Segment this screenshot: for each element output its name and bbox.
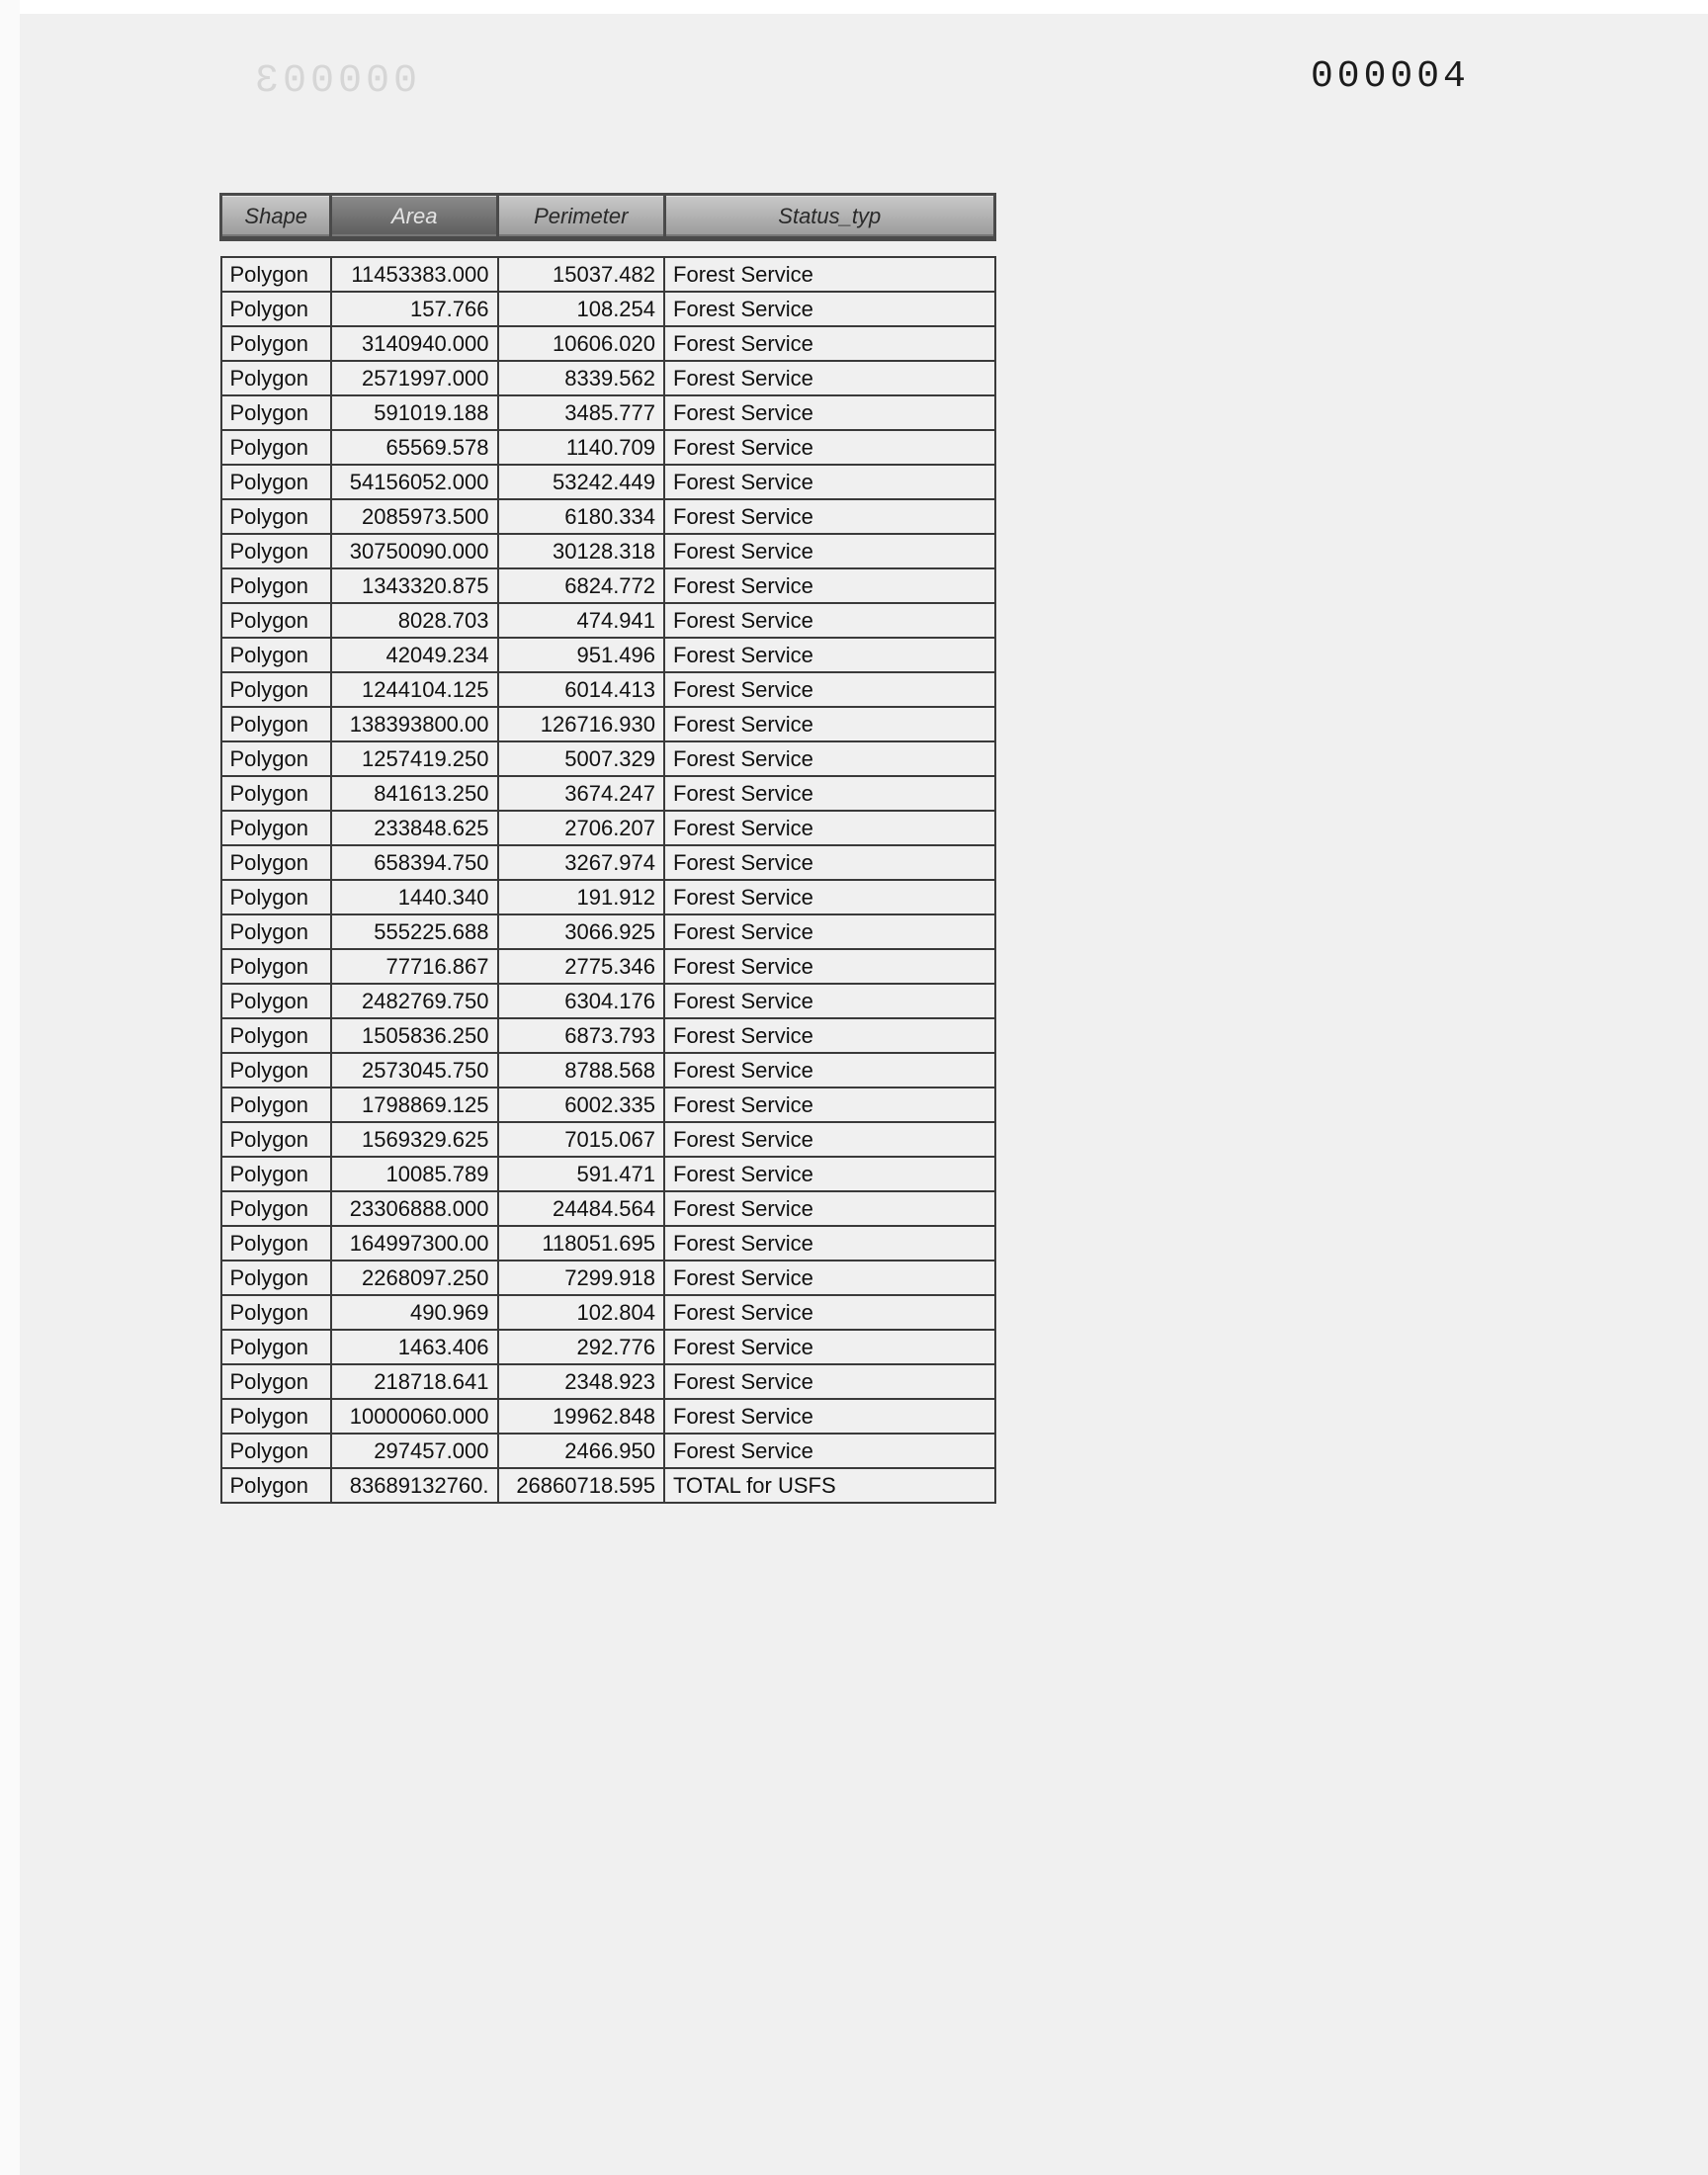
cell-status: TOTAL for USFS bbox=[664, 1468, 994, 1503]
table-row bbox=[221, 361, 995, 395]
table-row bbox=[221, 1399, 995, 1434]
cell-status: Forest Service bbox=[664, 672, 994, 707]
cell-status: Forest Service bbox=[664, 845, 994, 880]
cell-status: Forest Service bbox=[664, 1330, 994, 1364]
cell-area: 1505836.250 bbox=[331, 1018, 498, 1053]
table-row bbox=[221, 1226, 995, 1261]
table-row bbox=[221, 499, 995, 534]
table-row bbox=[221, 430, 995, 465]
cell-shape: Polygon bbox=[221, 1226, 331, 1261]
cell-perimeter: 102.804 bbox=[498, 1295, 665, 1330]
cell-perimeter: 3674.247 bbox=[498, 776, 665, 811]
cell-area: 10000060.000 bbox=[331, 1399, 498, 1434]
table-row bbox=[221, 1261, 995, 1295]
cell-area: 555225.688 bbox=[331, 914, 498, 949]
cell-shape: Polygon bbox=[221, 672, 331, 707]
cell-shape: Polygon bbox=[221, 534, 331, 568]
cell-area: 10085.789 bbox=[331, 1157, 498, 1191]
cell-status: Forest Service bbox=[664, 1122, 994, 1157]
cell-perimeter: 474.941 bbox=[498, 603, 665, 638]
cell-shape: Polygon bbox=[221, 1088, 331, 1122]
table-row bbox=[221, 1364, 995, 1399]
cell-status: Forest Service bbox=[664, 811, 994, 845]
cell-perimeter: 6180.334 bbox=[498, 499, 665, 534]
table-row bbox=[221, 1330, 995, 1364]
cell-area: 658394.750 bbox=[331, 845, 498, 880]
table-row bbox=[221, 1122, 995, 1157]
cell-perimeter: 2348.923 bbox=[498, 1364, 665, 1399]
cell-status: Forest Service bbox=[664, 568, 994, 603]
cell-status: Forest Service bbox=[664, 603, 994, 638]
column-header-area: Area bbox=[331, 195, 498, 239]
cell-status: Forest Service bbox=[664, 1261, 994, 1295]
cell-status: Forest Service bbox=[664, 1434, 994, 1468]
cell-shape: Polygon bbox=[221, 707, 331, 741]
cell-status: Forest Service bbox=[664, 499, 994, 534]
table-row bbox=[221, 880, 995, 914]
table-row bbox=[221, 534, 995, 568]
cell-shape: Polygon bbox=[221, 845, 331, 880]
cell-shape: Polygon bbox=[221, 326, 331, 361]
column-header-shape: Shape bbox=[221, 195, 331, 239]
cell-area: 2085973.500 bbox=[331, 499, 498, 534]
cell-status: Forest Service bbox=[664, 914, 994, 949]
cell-area: 42049.234 bbox=[331, 638, 498, 672]
cell-area: 3140940.000 bbox=[331, 326, 498, 361]
table-row bbox=[221, 292, 995, 326]
cell-perimeter: 951.496 bbox=[498, 638, 665, 672]
table-row bbox=[221, 1053, 995, 1088]
cell-status: Forest Service bbox=[664, 395, 994, 430]
cell-perimeter: 7015.067 bbox=[498, 1122, 665, 1157]
cell-area: 2571997.000 bbox=[331, 361, 498, 395]
cell-shape: Polygon bbox=[221, 499, 331, 534]
cell-status: Forest Service bbox=[664, 1018, 994, 1053]
cell-status: Forest Service bbox=[664, 1191, 994, 1226]
cell-perimeter: 2706.207 bbox=[498, 811, 665, 845]
table-row bbox=[221, 1468, 995, 1503]
cell-perimeter: 7299.918 bbox=[498, 1261, 665, 1295]
cell-shape: Polygon bbox=[221, 1122, 331, 1157]
cell-perimeter: 19962.848 bbox=[498, 1399, 665, 1434]
cell-area: 2573045.750 bbox=[331, 1053, 498, 1088]
cell-status: Forest Service bbox=[664, 741, 994, 776]
bleed-through-page-number: 000003 bbox=[251, 59, 418, 104]
cell-shape: Polygon bbox=[221, 880, 331, 914]
cell-shape: Polygon bbox=[221, 292, 331, 326]
cell-shape: Polygon bbox=[221, 568, 331, 603]
table-row bbox=[221, 1434, 995, 1468]
cell-area: 8028.703 bbox=[331, 603, 498, 638]
cell-area: 233848.625 bbox=[331, 811, 498, 845]
cell-perimeter: 292.776 bbox=[498, 1330, 665, 1364]
cell-status: Forest Service bbox=[664, 1364, 994, 1399]
cell-area: 1569329.625 bbox=[331, 1122, 498, 1157]
cell-perimeter: 26860718.595 bbox=[498, 1468, 665, 1503]
cell-status: Forest Service bbox=[664, 1295, 994, 1330]
cell-area: 218718.641 bbox=[331, 1364, 498, 1399]
cell-area: 2268097.250 bbox=[331, 1261, 498, 1295]
cell-perimeter: 5007.329 bbox=[498, 741, 665, 776]
cell-area: 11453383.000 bbox=[331, 257, 498, 292]
cell-area: 490.969 bbox=[331, 1295, 498, 1330]
cell-status: Forest Service bbox=[664, 465, 994, 499]
cell-area: 1463.406 bbox=[331, 1330, 498, 1364]
cell-perimeter: 8788.568 bbox=[498, 1053, 665, 1088]
cell-perimeter: 1140.709 bbox=[498, 430, 665, 465]
cell-area: 1440.340 bbox=[331, 880, 498, 914]
cell-perimeter: 30128.318 bbox=[498, 534, 665, 568]
cell-perimeter: 24484.564 bbox=[498, 1191, 665, 1226]
table-row bbox=[221, 845, 995, 880]
cell-shape: Polygon bbox=[221, 1018, 331, 1053]
table-row bbox=[221, 1191, 995, 1226]
cell-status: Forest Service bbox=[664, 1399, 994, 1434]
cell-status: Forest Service bbox=[664, 1088, 994, 1122]
table-row bbox=[221, 776, 995, 811]
cell-shape: Polygon bbox=[221, 1330, 331, 1364]
table-row bbox=[221, 1018, 995, 1053]
cell-shape: Polygon bbox=[221, 1157, 331, 1191]
cell-perimeter: 6824.772 bbox=[498, 568, 665, 603]
cell-perimeter: 53242.449 bbox=[498, 465, 665, 499]
cell-perimeter: 3485.777 bbox=[498, 395, 665, 430]
cell-area: 138393800.00 bbox=[331, 707, 498, 741]
page-number-stamp: 000004 bbox=[1311, 55, 1470, 98]
table-row bbox=[221, 395, 995, 430]
cell-perimeter: 2775.346 bbox=[498, 949, 665, 984]
table-row bbox=[221, 568, 995, 603]
cell-shape: Polygon bbox=[221, 776, 331, 811]
table-row bbox=[221, 1295, 995, 1330]
cell-area: 1343320.875 bbox=[331, 568, 498, 603]
cell-shape: Polygon bbox=[221, 949, 331, 984]
table-row bbox=[221, 465, 995, 499]
cell-shape: Polygon bbox=[221, 638, 331, 672]
cell-status: Forest Service bbox=[664, 638, 994, 672]
cell-status: Forest Service bbox=[664, 361, 994, 395]
cell-shape: Polygon bbox=[221, 1468, 331, 1503]
cell-shape: Polygon bbox=[221, 257, 331, 292]
cell-area: 30750090.000 bbox=[331, 534, 498, 568]
cell-status: Forest Service bbox=[664, 984, 994, 1018]
cell-area: 65569.578 bbox=[331, 430, 498, 465]
cell-perimeter: 126716.930 bbox=[498, 707, 665, 741]
cell-area: 164997300.00 bbox=[331, 1226, 498, 1261]
cell-status: Forest Service bbox=[664, 257, 994, 292]
table-row bbox=[221, 326, 995, 361]
cell-area: 841613.250 bbox=[331, 776, 498, 811]
table-row bbox=[221, 741, 995, 776]
cell-perimeter: 591.471 bbox=[498, 1157, 665, 1191]
cell-status: Forest Service bbox=[664, 1226, 994, 1261]
table-row bbox=[221, 949, 995, 984]
table-row bbox=[221, 914, 995, 949]
cell-status: Forest Service bbox=[664, 1157, 994, 1191]
table-header-row bbox=[221, 195, 995, 239]
cell-shape: Polygon bbox=[221, 603, 331, 638]
cell-shape: Polygon bbox=[221, 430, 331, 465]
cell-shape: Polygon bbox=[221, 1434, 331, 1468]
cell-status: Forest Service bbox=[664, 880, 994, 914]
cell-perimeter: 2466.950 bbox=[498, 1434, 665, 1468]
table-row bbox=[221, 638, 995, 672]
table-row bbox=[221, 672, 995, 707]
table-row bbox=[221, 984, 995, 1018]
table-row bbox=[221, 1088, 995, 1122]
polygon-area-table bbox=[219, 193, 996, 1504]
table-row bbox=[221, 257, 995, 292]
table-row bbox=[221, 1157, 995, 1191]
cell-area: 77716.867 bbox=[331, 949, 498, 984]
cell-area: 591019.188 bbox=[331, 395, 498, 430]
cell-shape: Polygon bbox=[221, 1053, 331, 1088]
table-row bbox=[221, 707, 995, 741]
cell-perimeter: 6873.793 bbox=[498, 1018, 665, 1053]
cell-perimeter: 6304.176 bbox=[498, 984, 665, 1018]
cell-area: 23306888.000 bbox=[331, 1191, 498, 1226]
cell-perimeter: 118051.695 bbox=[498, 1226, 665, 1261]
cell-perimeter: 10606.020 bbox=[498, 326, 665, 361]
cell-perimeter: 8339.562 bbox=[498, 361, 665, 395]
cell-shape: Polygon bbox=[221, 741, 331, 776]
column-header-status: Status_typ bbox=[664, 195, 994, 239]
cell-area: 157.766 bbox=[331, 292, 498, 326]
header-gap bbox=[221, 239, 995, 258]
cell-status: Forest Service bbox=[664, 707, 994, 741]
cell-status: Forest Service bbox=[664, 326, 994, 361]
column-header-perimeter: Perimeter bbox=[498, 195, 665, 239]
cell-status: Forest Service bbox=[664, 430, 994, 465]
cell-area: 297457.000 bbox=[331, 1434, 498, 1468]
cell-shape: Polygon bbox=[221, 361, 331, 395]
table-row bbox=[221, 811, 995, 845]
cell-area: 1257419.250 bbox=[331, 741, 498, 776]
cell-area: 54156052.000 bbox=[331, 465, 498, 499]
cell-status: Forest Service bbox=[664, 1053, 994, 1088]
cell-area: 2482769.750 bbox=[331, 984, 498, 1018]
cell-perimeter: 108.254 bbox=[498, 292, 665, 326]
cell-perimeter: 3066.925 bbox=[498, 914, 665, 949]
cell-status: Forest Service bbox=[664, 292, 994, 326]
cell-area: 83689132760. bbox=[331, 1468, 498, 1503]
cell-shape: Polygon bbox=[221, 395, 331, 430]
cell-perimeter: 15037.482 bbox=[498, 257, 665, 292]
cell-perimeter: 191.912 bbox=[498, 880, 665, 914]
table-row bbox=[221, 603, 995, 638]
cell-shape: Polygon bbox=[221, 1261, 331, 1295]
cell-area: 1244104.125 bbox=[331, 672, 498, 707]
cell-shape: Polygon bbox=[221, 1364, 331, 1399]
cell-shape: Polygon bbox=[221, 811, 331, 845]
cell-shape: Polygon bbox=[221, 914, 331, 949]
cell-shape: Polygon bbox=[221, 984, 331, 1018]
cell-shape: Polygon bbox=[221, 1399, 331, 1434]
cell-shape: Polygon bbox=[221, 465, 331, 499]
table-body bbox=[221, 239, 995, 1504]
cell-area: 1798869.125 bbox=[331, 1088, 498, 1122]
cell-status: Forest Service bbox=[664, 776, 994, 811]
cell-perimeter: 6014.413 bbox=[498, 672, 665, 707]
cell-perimeter: 3267.974 bbox=[498, 845, 665, 880]
cell-shape: Polygon bbox=[221, 1295, 331, 1330]
cell-status: Forest Service bbox=[664, 534, 994, 568]
cell-shape: Polygon bbox=[221, 1191, 331, 1226]
cell-status: Forest Service bbox=[664, 949, 994, 984]
cell-perimeter: 6002.335 bbox=[498, 1088, 665, 1122]
